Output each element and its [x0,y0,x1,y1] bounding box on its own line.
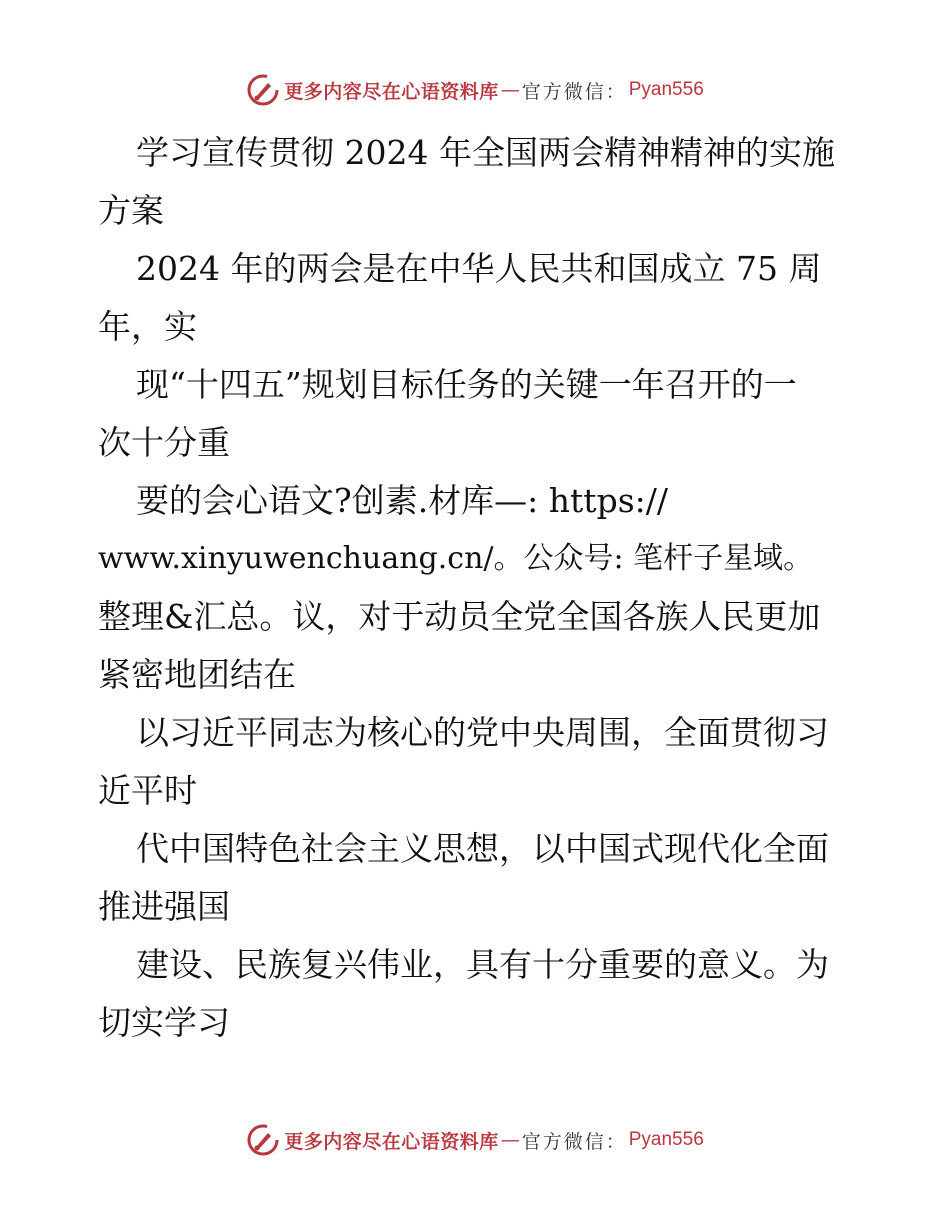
text-line: 要的会心语文?创素.材库—: https:// [136,481,668,520]
text-line-title-1: 学习宣传贯彻 2024 年全国两会精神精神的实施 [136,133,835,172]
text-line: 整理&汇总。议，对于动员全党全国各族人民更加 [98,597,821,636]
footer-dash: — [500,1129,520,1151]
footer-wechat-id: Pyan556 [628,1129,704,1150]
text-line: 紧密地团结在 [98,655,296,694]
text-line: 近平时 [98,771,197,810]
text-line: 现“十四五”规划目标任务的关键一年召开的一 [136,365,797,404]
text-line: 推进强国 [98,887,230,926]
text-line: 2024 年的两会是在中华人民共和国成立 75 周 [136,249,822,288]
text-line: 建设、民族复兴伟业，具有十分重要的意义。为 [136,945,829,984]
footer-brand-text: 更多内容尽在心语资料库 [284,1130,499,1153]
document-body [98,124,858,1052]
pen-nib-logo-icon [246,73,280,107]
text-line: 切实学习 [98,1003,230,1042]
footer-banner [0,1120,950,1160]
header-dash: — [500,79,520,101]
text-line: 次十分重 [98,423,230,462]
header-banner [0,70,950,110]
text-line: 以习近平同志为核心的党中央周围，全面贯彻习 [136,713,829,752]
header-official-label: 官方微信： [521,80,627,103]
header-brand-text: 更多内容尽在心语资料库 [284,80,499,103]
text-line-title-2: 方案 [98,191,164,230]
text-line: 年，实 [98,307,197,346]
header-wechat-id: Pyan556 [628,79,704,100]
text-line-url: www.xinyuwenchuang.cn/。公众号: 笔杆子星域。 [98,541,814,576]
text-line: 代中国特色社会主义思想，以中国式现代化全面 [136,829,829,868]
pen-nib-logo-icon [246,1123,280,1157]
footer-official-label: 官方微信： [521,1130,627,1153]
